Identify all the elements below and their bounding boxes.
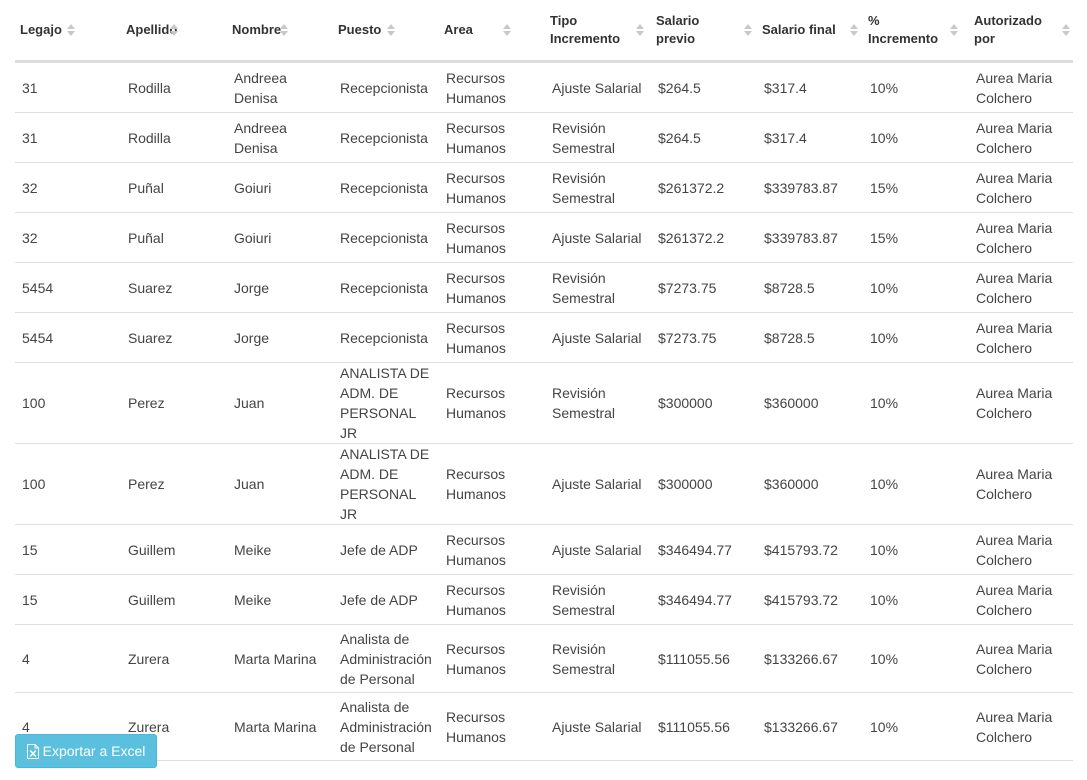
sort-icon[interactable] (636, 24, 643, 36)
cell-incremento: 15% (863, 163, 969, 213)
cell-salario-previo: $261372.2 (651, 163, 757, 213)
cell-salario-previo: $111055.56 (651, 625, 757, 693)
cell-puesto: Recepcionista (333, 163, 439, 213)
sort-icon[interactable] (1062, 24, 1069, 36)
cell-incremento: 10% (863, 113, 969, 163)
cell-legajo: 15 (15, 575, 121, 625)
cell-salario-final: $8728.5 (757, 263, 863, 313)
sort-icon[interactable] (850, 24, 857, 36)
cell-incremento: 10% (863, 625, 969, 693)
cell-legajo: 100 (15, 444, 121, 525)
column-header-nombre[interactable] (227, 0, 333, 62)
cell-tipo: Revisión Semestral (545, 113, 651, 163)
cell-incremento: 10% (863, 444, 969, 525)
cell-salario-final: $415793.72 (757, 525, 863, 575)
cell-apellido: Guillem (121, 575, 227, 625)
cell-legajo: 4 (15, 625, 121, 693)
cell-apellido: Zurera (121, 625, 227, 693)
table-row (15, 693, 1073, 761)
cell-salario-previo: $346494.77 (651, 525, 757, 575)
cell-area: Recursos Humanos (439, 444, 545, 525)
cell-salario-final: $8728.5 (757, 313, 863, 363)
cell-incremento: 10% (863, 263, 969, 313)
cell-autorizado: Aurea Maria Colchero (969, 163, 1073, 213)
cell-salario-final: $133266.67 (757, 693, 863, 761)
column-header-salario-final[interactable] (757, 0, 863, 62)
table-row (15, 163, 1073, 213)
table-row (15, 113, 1073, 163)
column-header-label: Salario previo (656, 13, 700, 46)
cell-nombre: Meike (227, 575, 333, 625)
cell-incremento: 10% (863, 575, 969, 625)
cell-autorizado: Aurea Maria Colchero (969, 444, 1073, 525)
table-row (15, 263, 1073, 313)
cell-tipo: Ajuste Salarial (545, 525, 651, 575)
cell-nombre: Marta Marina (227, 693, 333, 761)
cell-puesto: Recepcionista (333, 313, 439, 363)
cell-area: Recursos Humanos (439, 363, 545, 444)
cell-puesto: Analista de Administración de Personal (333, 625, 439, 693)
column-header-area[interactable] (439, 0, 545, 62)
cell-autorizado: Aurea Maria Colchero (969, 62, 1073, 113)
cell-nombre: Juan (227, 444, 333, 525)
cell-autorizado: Aurea Maria Colchero (969, 363, 1073, 444)
cell-autorizado: Aurea Maria Colchero (969, 575, 1073, 625)
cell-autorizado: Aurea Maria Colchero (969, 625, 1073, 693)
cell-area: Recursos Humanos (439, 313, 545, 363)
column-header-label: Tipo Incremento (550, 13, 621, 46)
cell-legajo: 100 (15, 363, 121, 444)
cell-salario-final: $133266.67 (757, 625, 863, 693)
cell-legajo: 32 (15, 163, 121, 213)
column-header-apellido[interactable] (121, 0, 227, 62)
column-header-label: Area (444, 22, 473, 37)
sort-icon[interactable] (67, 24, 74, 36)
table-row (15, 625, 1073, 693)
cell-puesto: Recepcionista (333, 213, 439, 263)
cell-puesto: Jefe de ADP (333, 525, 439, 575)
cell-area: Recursos Humanos (439, 113, 545, 163)
cell-tipo: Revisión Semestral (545, 363, 651, 444)
cell-puesto: Recepcionista (333, 113, 439, 163)
cell-salario-final: $317.4 (757, 62, 863, 113)
cell-apellido: Rodilla (121, 62, 227, 113)
cell-salario-final: $415793.72 (757, 575, 863, 625)
cell-apellido: Puñal (121, 213, 227, 263)
cell-salario-previo: $300000 (651, 363, 757, 444)
cell-tipo: Ajuste Salarial (545, 213, 651, 263)
cell-incremento: 10% (863, 693, 969, 761)
table-row (15, 62, 1073, 113)
cell-apellido: Suarez (121, 263, 227, 313)
cell-salario-previo: $7273.75 (651, 313, 757, 363)
cell-puesto: ANALISTA DE ADM. DE PERSONAL JR (333, 363, 439, 444)
cell-puesto: Recepcionista (333, 263, 439, 313)
cell-apellido: Puñal (121, 163, 227, 213)
salary-increments-table (15, 0, 1073, 761)
column-header-legajo[interactable] (15, 0, 121, 62)
cell-tipo: Revisión Semestral (545, 625, 651, 693)
table-row (15, 313, 1073, 363)
header-row (15, 0, 1073, 62)
cell-legajo: 5454 (15, 313, 121, 363)
cell-nombre: Jorge (227, 263, 333, 313)
cell-tipo: Ajuste Salarial (545, 693, 651, 761)
cell-area: Recursos Humanos (439, 263, 545, 313)
sort-icon[interactable] (503, 24, 510, 36)
cell-tipo: Ajuste Salarial (545, 444, 651, 525)
cell-area: Recursos Humanos (439, 62, 545, 113)
column-header-incremento[interactable] (863, 0, 969, 62)
cell-autorizado: Aurea Maria Colchero (969, 525, 1073, 575)
cell-area: Recursos Humanos (439, 575, 545, 625)
column-header-label: Salario final (762, 22, 836, 37)
cell-salario-previo: $261372.2 (651, 213, 757, 263)
cell-apellido: Guillem (121, 525, 227, 575)
cell-apellido: Perez (121, 444, 227, 525)
cell-autorizado: Aurea Maria Colchero (969, 693, 1073, 761)
cell-salario-final: $360000 (757, 363, 863, 444)
cell-salario-final: $317.4 (757, 113, 863, 163)
table-body (15, 62, 1073, 761)
cell-autorizado: Aurea Maria Colchero (969, 263, 1073, 313)
table-row (15, 575, 1073, 625)
cell-area: Recursos Humanos (439, 213, 545, 263)
cell-apellido: Perez (121, 363, 227, 444)
cell-area: Recursos Humanos (439, 625, 545, 693)
table-row (15, 444, 1073, 525)
cell-area: Recursos Humanos (439, 163, 545, 213)
cell-puesto: Recepcionista (333, 62, 439, 113)
cell-salario-final: $339783.87 (757, 163, 863, 213)
column-header-label: Autorizado por (974, 13, 1042, 46)
cell-autorizado: Aurea Maria Colchero (969, 313, 1073, 363)
cell-apellido: Suarez (121, 313, 227, 363)
cell-nombre: Goiuri (227, 213, 333, 263)
column-header-label: Apellido (126, 22, 178, 37)
table-header (15, 0, 1073, 62)
export-excel-button[interactable] (15, 734, 157, 768)
column-header-autorizado[interactable] (969, 0, 1073, 62)
cell-incremento: 10% (863, 363, 969, 444)
cell-salario-final: $339783.87 (757, 213, 863, 263)
sort-icon[interactable] (950, 24, 957, 36)
cell-nombre: Juan (227, 363, 333, 444)
cell-nombre: Andreea Denisa (227, 62, 333, 113)
cell-legajo: 31 (15, 113, 121, 163)
cell-tipo: Revisión Semestral (545, 263, 651, 313)
cell-apellido: Zurera (121, 693, 227, 761)
cell-incremento: 10% (863, 313, 969, 363)
sort-icon[interactable] (280, 24, 287, 36)
cell-tipo: Ajuste Salarial (545, 62, 651, 113)
cell-area: Recursos Humanos (439, 525, 545, 575)
cell-incremento: 10% (863, 62, 969, 113)
cell-salario-previo: $264.5 (651, 62, 757, 113)
cell-salario-previo: $111055.56 (651, 693, 757, 761)
cell-nombre: Goiuri (227, 163, 333, 213)
table-row (15, 525, 1073, 575)
cell-incremento: 15% (863, 213, 969, 263)
column-header-tipo[interactable] (545, 0, 651, 62)
cell-legajo: 5454 (15, 263, 121, 313)
cell-apellido: Rodilla (121, 113, 227, 163)
cell-puesto: Analista de Administración de Personal (333, 693, 439, 761)
table-row (15, 213, 1073, 263)
cell-incremento: 10% (863, 525, 969, 575)
cell-autorizado: Aurea Maria Colchero (969, 113, 1073, 163)
export-button-label: Exportar a Excel (42, 743, 146, 759)
cell-salario-previo: $7273.75 (651, 263, 757, 313)
cell-tipo: Ajuste Salarial (545, 313, 651, 363)
cell-puesto: ANALISTA DE ADM. DE PERSONAL JR (333, 444, 439, 525)
cell-nombre: Meike (227, 525, 333, 575)
file-excel-icon (27, 744, 39, 759)
column-header-label: Legajo (20, 22, 62, 37)
cell-autorizado: Aurea Maria Colchero (969, 213, 1073, 263)
sort-icon[interactable] (744, 24, 751, 36)
column-header-label: % Incremento (868, 13, 939, 46)
cell-salario-final: $360000 (757, 444, 863, 525)
sort-icon[interactable] (170, 24, 177, 36)
column-header-puesto[interactable] (333, 0, 439, 62)
column-header-label: Puesto (338, 22, 382, 37)
cell-area: Recursos Humanos (439, 693, 545, 761)
cell-legajo: 31 (15, 62, 121, 113)
cell-legajo: 4 (15, 693, 121, 761)
column-header-label: Nombre (232, 22, 282, 37)
sort-icon[interactable] (387, 24, 394, 36)
cell-nombre: Marta Marina (227, 625, 333, 693)
cell-legajo: 15 (15, 525, 121, 575)
cell-nombre: Andreea Denisa (227, 113, 333, 163)
cell-salario-previo: $264.5 (651, 113, 757, 163)
cell-tipo: Revisión Semestral (545, 163, 651, 213)
cell-salario-previo: $346494.77 (651, 575, 757, 625)
column-header-salario-previo[interactable] (651, 0, 757, 62)
cell-tipo: Revisión Semestral (545, 575, 651, 625)
cell-nombre: Jorge (227, 313, 333, 363)
cell-legajo: 32 (15, 213, 121, 263)
cell-puesto: Jefe de ADP (333, 575, 439, 625)
table-row (15, 363, 1073, 444)
cell-salario-previo: $300000 (651, 444, 757, 525)
